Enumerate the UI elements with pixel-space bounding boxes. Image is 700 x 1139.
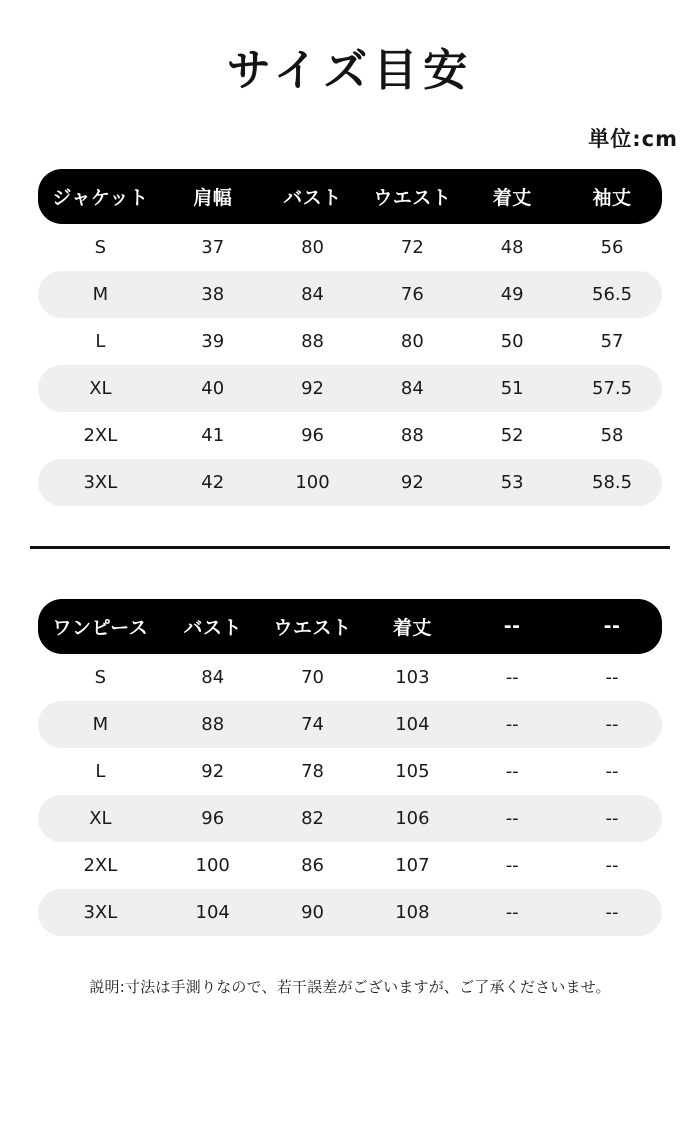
jacket-header-cell-1: 肩幅 xyxy=(163,169,263,224)
dress-cell-0-1: 84 xyxy=(163,654,263,701)
jacket-cell-4-4: 52 xyxy=(462,412,562,459)
page-title: サイズ目安 xyxy=(226,45,474,96)
dress-cell-5-5: -- xyxy=(562,889,662,936)
dress-cell-2-4: -- xyxy=(462,748,562,795)
jacket-cell-0-0: S xyxy=(38,224,163,271)
table-row xyxy=(38,748,662,795)
dress-cell-4-3: 107 xyxy=(362,842,462,889)
jacket-cell-3-1: 40 xyxy=(163,365,263,412)
jacket-cell-5-2: 100 xyxy=(263,459,363,506)
jacket-cell-4-0: 2XL xyxy=(38,412,163,459)
dress-cell-5-4: -- xyxy=(462,889,562,936)
dress-header-cell-5: -- xyxy=(562,599,662,654)
jacket-cell-2-0: L xyxy=(38,318,163,365)
dress-header-cell-4: -- xyxy=(462,599,562,654)
jacket-header-row xyxy=(38,169,662,224)
spacer xyxy=(0,549,700,583)
dress-cell-0-2: 70 xyxy=(263,654,363,701)
unit-label: 単位:cm xyxy=(588,126,678,151)
jacket-size-table-block xyxy=(38,169,662,506)
jacket-cell-5-4: 53 xyxy=(462,459,562,506)
dress-cell-2-5: -- xyxy=(562,748,662,795)
jacket-cell-2-4: 50 xyxy=(462,318,562,365)
dress-header-cell-0: ワンピース xyxy=(38,599,163,654)
measurement-note: 説明:寸法は手測りなので、若干誤差がございますが、ご了承くださいませ。 xyxy=(89,977,611,996)
jacket-cell-2-3: 80 xyxy=(362,318,462,365)
dress-cell-1-0: M xyxy=(38,701,163,748)
dress-cell-5-2: 90 xyxy=(263,889,363,936)
dress-cell-3-4: -- xyxy=(462,795,562,842)
dress-cell-5-1: 104 xyxy=(163,889,263,936)
jacket-cell-4-1: 41 xyxy=(163,412,263,459)
dress-cell-3-5: -- xyxy=(562,795,662,842)
jacket-cell-5-0: 3XL xyxy=(38,459,163,506)
dress-header-cell-1: バスト xyxy=(163,599,263,654)
jacket-table-head xyxy=(38,169,662,224)
dress-cell-3-3: 106 xyxy=(362,795,462,842)
dress-cell-2-0: L xyxy=(38,748,163,795)
table-row xyxy=(38,654,662,701)
jacket-size-table xyxy=(38,169,662,506)
dress-cell-3-0: XL xyxy=(38,795,163,842)
dress-cell-0-5: -- xyxy=(562,654,662,701)
jacket-cell-1-4: 49 xyxy=(462,271,562,318)
dress-size-table xyxy=(38,599,662,936)
jacket-cell-2-2: 88 xyxy=(263,318,363,365)
dress-table-head xyxy=(38,599,662,654)
dress-size-table-block xyxy=(38,599,662,936)
table-row xyxy=(38,271,662,318)
dress-cell-3-2: 82 xyxy=(263,795,363,842)
jacket-cell-2-5: 57 xyxy=(562,318,662,365)
dress-cell-2-2: 78 xyxy=(263,748,363,795)
dress-cell-5-3: 108 xyxy=(362,889,462,936)
table-row xyxy=(38,842,662,889)
jacket-cell-5-3: 92 xyxy=(362,459,462,506)
table-row xyxy=(38,889,662,936)
table-row xyxy=(38,701,662,748)
dress-cell-1-2: 74 xyxy=(263,701,363,748)
jacket-cell-3-0: XL xyxy=(38,365,163,412)
dress-header-cell-3: 着丈 xyxy=(362,599,462,654)
dress-cell-0-4: -- xyxy=(462,654,562,701)
jacket-header-cell-0: ジャケット xyxy=(38,169,163,224)
table-row xyxy=(38,459,662,506)
jacket-cell-1-5: 56.5 xyxy=(562,271,662,318)
dress-cell-3-1: 96 xyxy=(163,795,263,842)
jacket-header-cell-5: 袖丈 xyxy=(562,169,662,224)
dress-cell-4-4: -- xyxy=(462,842,562,889)
dress-cell-4-5: -- xyxy=(562,842,662,889)
table-row xyxy=(38,412,662,459)
jacket-cell-1-2: 84 xyxy=(263,271,363,318)
jacket-cell-3-3: 84 xyxy=(362,365,462,412)
dress-cell-4-0: 2XL xyxy=(38,842,163,889)
jacket-cell-3-5: 57.5 xyxy=(562,365,662,412)
jacket-cell-1-1: 38 xyxy=(163,271,263,318)
dress-header-row xyxy=(38,599,662,654)
jacket-cell-2-1: 39 xyxy=(163,318,263,365)
dress-cell-0-3: 103 xyxy=(362,654,462,701)
table-row xyxy=(38,318,662,365)
dress-cell-0-0: S xyxy=(38,654,163,701)
jacket-table-body xyxy=(38,224,662,506)
jacket-cell-1-3: 76 xyxy=(362,271,462,318)
dress-cell-2-1: 92 xyxy=(163,748,263,795)
dress-header-cell-2: ウエスト xyxy=(263,599,363,654)
jacket-cell-0-1: 37 xyxy=(163,224,263,271)
jacket-cell-4-5: 58 xyxy=(562,412,662,459)
jacket-cell-0-4: 48 xyxy=(462,224,562,271)
dress-cell-4-1: 100 xyxy=(163,842,263,889)
jacket-cell-3-2: 92 xyxy=(263,365,363,412)
table-row xyxy=(38,365,662,412)
jacket-cell-0-2: 80 xyxy=(263,224,363,271)
jacket-cell-4-3: 88 xyxy=(362,412,462,459)
dress-cell-4-2: 86 xyxy=(263,842,363,889)
dress-cell-5-0: 3XL xyxy=(38,889,163,936)
jacket-header-cell-3: ウエスト xyxy=(362,169,462,224)
jacket-cell-1-0: M xyxy=(38,271,163,318)
jacket-header-cell-4: 着丈 xyxy=(462,169,562,224)
jacket-cell-5-5: 58.5 xyxy=(562,459,662,506)
dress-cell-1-4: -- xyxy=(462,701,562,748)
jacket-cell-3-4: 51 xyxy=(462,365,562,412)
dress-cell-1-1: 88 xyxy=(163,701,263,748)
jacket-header-cell-2: バスト xyxy=(263,169,363,224)
table-row xyxy=(38,224,662,271)
jacket-cell-4-2: 96 xyxy=(263,412,363,459)
table-row xyxy=(38,795,662,842)
dress-cell-1-5: -- xyxy=(562,701,662,748)
jacket-cell-0-5: 56 xyxy=(562,224,662,271)
jacket-cell-0-3: 72 xyxy=(362,224,462,271)
dress-table-body xyxy=(38,654,662,936)
jacket-cell-5-1: 42 xyxy=(163,459,263,506)
dress-cell-1-3: 104 xyxy=(362,701,462,748)
dress-cell-2-3: 105 xyxy=(362,748,462,795)
